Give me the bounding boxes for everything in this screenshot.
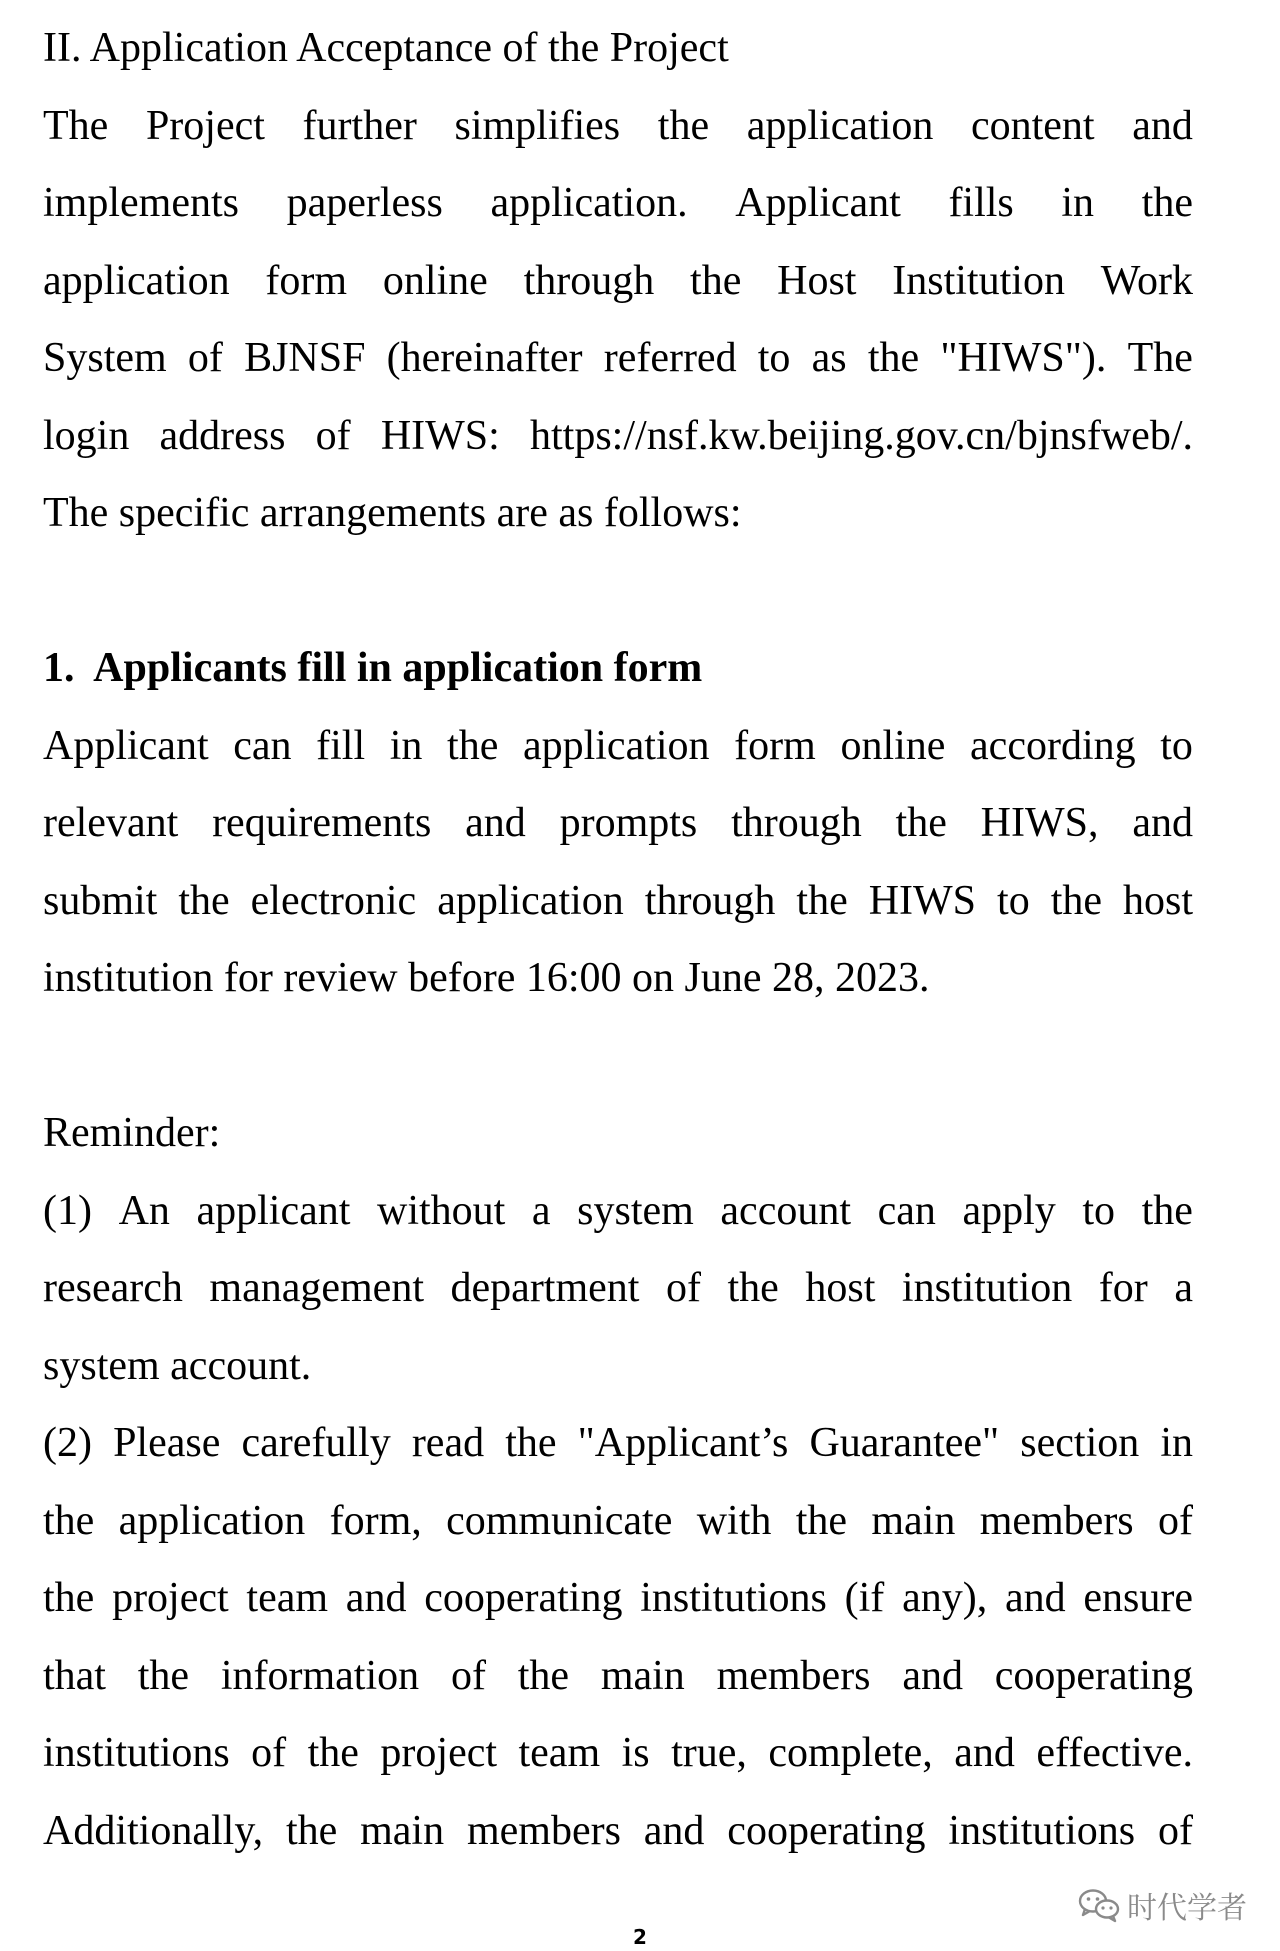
- text-line: Additionally, the main members and cooperating institutions of: [43, 1807, 1193, 1854]
- text-line: implements paperless application. Applicant fills in the: [43, 180, 1193, 226]
- text-line: system account.: [43, 1342, 312, 1389]
- paragraph-spacer: [43, 553, 1193, 631]
- text-line: submit the electronic application through the HIWS to the host: [43, 877, 1193, 924]
- text-line: II. Application Acceptance of the Project: [43, 25, 729, 71]
- text-line: (2) Please carefully read the "Applicant’s Guarantee" section in: [43, 1420, 1193, 1466]
- text-line: The Project further simplifies the application content and: [43, 102, 1193, 149]
- text-line: (1) An applicant without a system account can apply to the: [43, 1187, 1193, 1234]
- text-line: research management department of the host institution for a: [43, 1265, 1193, 1311]
- text-line: the application form, communicate with the main members of: [43, 1497, 1193, 1544]
- wechat-icon: [1077, 1887, 1121, 1923]
- text-line: institution for review before 16:00 on June 28, 2023.: [43, 955, 930, 1001]
- document-body: [43, 10, 1193, 1870]
- page-number: 2: [633, 1925, 647, 1949]
- text-line: institutions of the project team is true, complete, and effective.: [43, 1730, 1193, 1776]
- text-line: The specific arrangements are as follows:: [43, 490, 742, 536]
- section-heading: 1. Applicants fill in application form: [43, 645, 703, 691]
- text-line: System of BJNSF (hereinafter referred to as the "HIWS"). The: [43, 335, 1193, 381]
- text-line: the project team and cooperating institutions (if any), and ensure: [43, 1575, 1193, 1621]
- text-line: Reminder:: [43, 1110, 221, 1156]
- text-line: login address of HIWS: https://nsf.kw.beijing.gov.cn/bjnsfweb/.: [43, 412, 1193, 459]
- paragraph-spacer: [43, 1018, 1193, 1096]
- text-line: that the information of the main members and cooperating: [43, 1652, 1193, 1699]
- watermark-text: 时代学者: [1127, 1891, 1247, 1926]
- text-line: Applicant can fill in the application form online according to: [43, 722, 1193, 769]
- wechat-watermark: [1077, 1883, 1247, 1927]
- text-line: relevant requirements and prompts through the HIWS, and: [43, 800, 1193, 846]
- text-line: application form online through the Host Institution Work: [43, 257, 1193, 304]
